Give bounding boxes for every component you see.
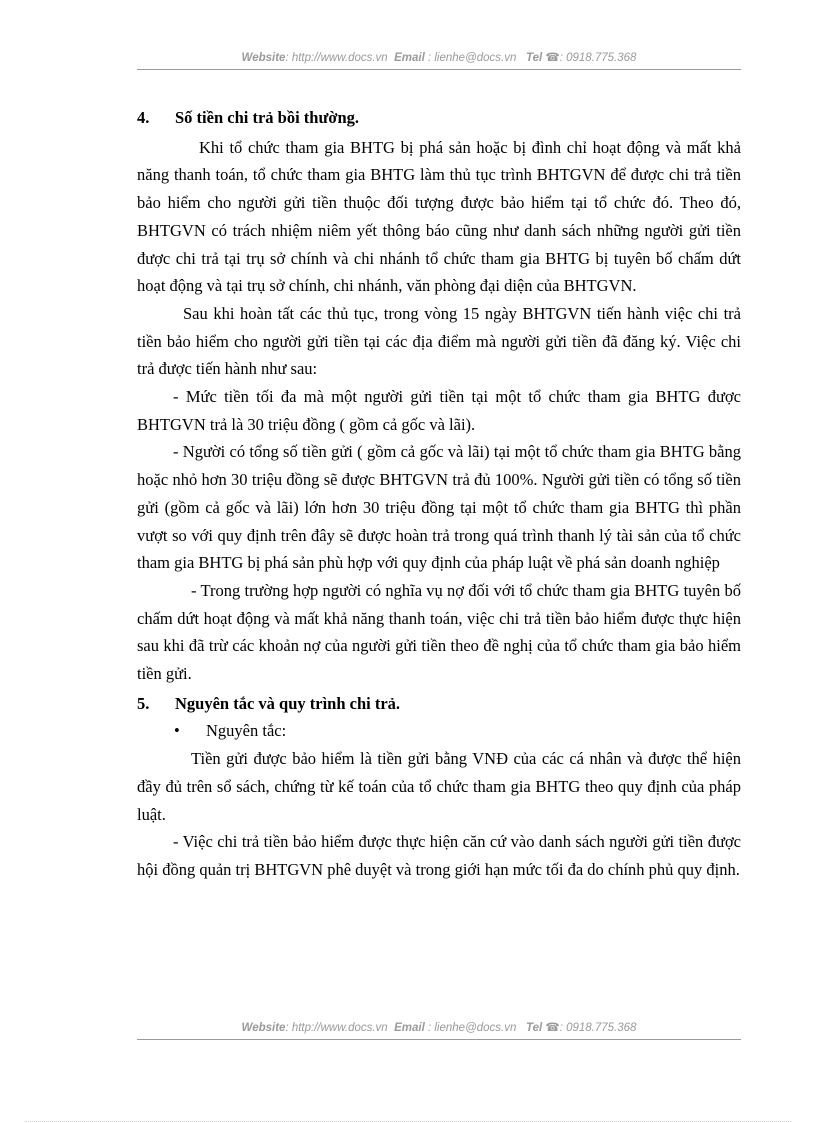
paragraph: - Trong trường hợp người có nghĩa vụ nợ đối với tổ chức tham gia BHTG tuyên bố chấm dứt hoạt động và mất khả năng thanh toán, việc chi trả tiền bảo hiểm được thực hiện sau khi đã trừ các khoản nợ của người gửi tiền theo đề nghị của tổ chức tham gia bảo hiểm tiền gửi.: [137, 580, 741, 684]
section-4-heading: [137, 104, 741, 132]
paragraph: Khi tổ chức tham gia BHTG bị phá sản hoặc bị đình chỉ hoạt động và mất khả năng thanh toán, tổ chức tham gia BHTG làm thủ tục trình BHTGVN để được chi trả tiền bảo hiểm cho người gửi tiền thuộc đối tượng được bảo hiểm tại tổ chức đó. Theo đó, BHTGVN có trách nhiệm niêm yết thông báo cũng như danh sách những người gửi tiền được chi trả tại trụ sở chính và chi nhánh tổ chức tham gia BHTG bị tuyên bố chấm dứt hoạt động và tại trụ sở chính, chi nhánh, văn phòng đại diện của BHTGVN.: [137, 137, 741, 296]
section-number: 5.: [137, 693, 150, 713]
section-title: Số tiền chi trả bồi thường.: [175, 108, 360, 127]
email-label: Email: [394, 52, 425, 64]
paragraph: - Mức tiền tối đa mà một người gửi tiền tại một tổ chức tham gia BHTG được BHTGVN trả là 30 triệu đồng ( gồm cả gốc và lãi).: [137, 387, 741, 434]
paragraph: - Việc chi trả tiền bảo hiểm được thực hiện căn cứ vào danh sách người gửi tiền được hội đồng quản trị BHTGVN phê duyệt và trong giới hạn mức tối đa do chính phủ quy định.: [137, 832, 741, 879]
bullet-dot-icon: •: [174, 721, 180, 741]
footer-rule: [137, 1039, 741, 1040]
page-header: [137, 50, 741, 66]
email-address[interactable]: : lienhe@docs.vn: [427, 52, 517, 64]
paragraph: - Người có tổng số tiền gửi ( gồm cả gốc và lãi) tại một tổ chức tham gia BHTG bằng hoặc nhỏ hơn 30 triệu đồng sẽ được BHTGVN trả đủ 100%. Người gửi tiền có tổng số tiền gửi (gồm cả gốc và lãi) lớn hơn 30 triệu đồng tại một tổ chức tham gia BHTG thì phần vượt so với quy định trên đây sẽ được hoàn trả trong quá trình thanh lý tài sản của tổ chức tham gia BHTG bị phá sản phù hợp với quy định của pháp luật về phá sản doanh nghiệp: [137, 442, 741, 573]
tel-number: : 0918.775.368: [559, 1022, 637, 1034]
header-rule: [137, 69, 741, 70]
document-body: [137, 104, 741, 884]
page-edge-divider: [25, 1121, 791, 1122]
website-url[interactable]: : http://www.docs.vn: [285, 1022, 388, 1034]
email-label: Email: [394, 1022, 425, 1034]
tel-label: Tel: [525, 52, 543, 64]
tel-number: : 0918.775.368: [559, 52, 637, 64]
section-title: Nguyên tắc và quy trình chi trả.: [175, 693, 401, 713]
section-number: 4.: [137, 108, 150, 127]
website-label: Website: [241, 1022, 286, 1034]
paragraph: Sau khi hoàn tất các thủ tục, trong vòng 15 ngày BHTGVN tiến hành việc chi trả tiền bảo hiểm cho người gửi tiền tại các địa điểm mà người gửi tiền đã đăng ký. Việc chi trả được tiến hành như sau:: [137, 303, 741, 379]
website-label: Website: [241, 52, 286, 64]
page-footer: [137, 1020, 741, 1036]
bullet-item: [137, 717, 741, 745]
bullet-text: Nguyên tắc:: [206, 721, 287, 741]
phone-icon: ☎: [545, 1022, 560, 1034]
email-address[interactable]: : lienhe@docs.vn: [427, 1022, 517, 1034]
section-5-heading: [137, 690, 741, 718]
paragraph: Tiền gửi được bảo hiểm là tiền gửi bằng VNĐ của các cá nhân và được thể hiện đầy đủ trên sổ sách, chứng từ kế toán của tổ chức tham gia BHTG theo quy định của pháp luật.: [137, 749, 741, 824]
phone-icon: ☎: [545, 52, 560, 64]
website-url[interactable]: : http://www.docs.vn: [285, 52, 388, 64]
tel-label: Tel: [525, 1022, 543, 1034]
